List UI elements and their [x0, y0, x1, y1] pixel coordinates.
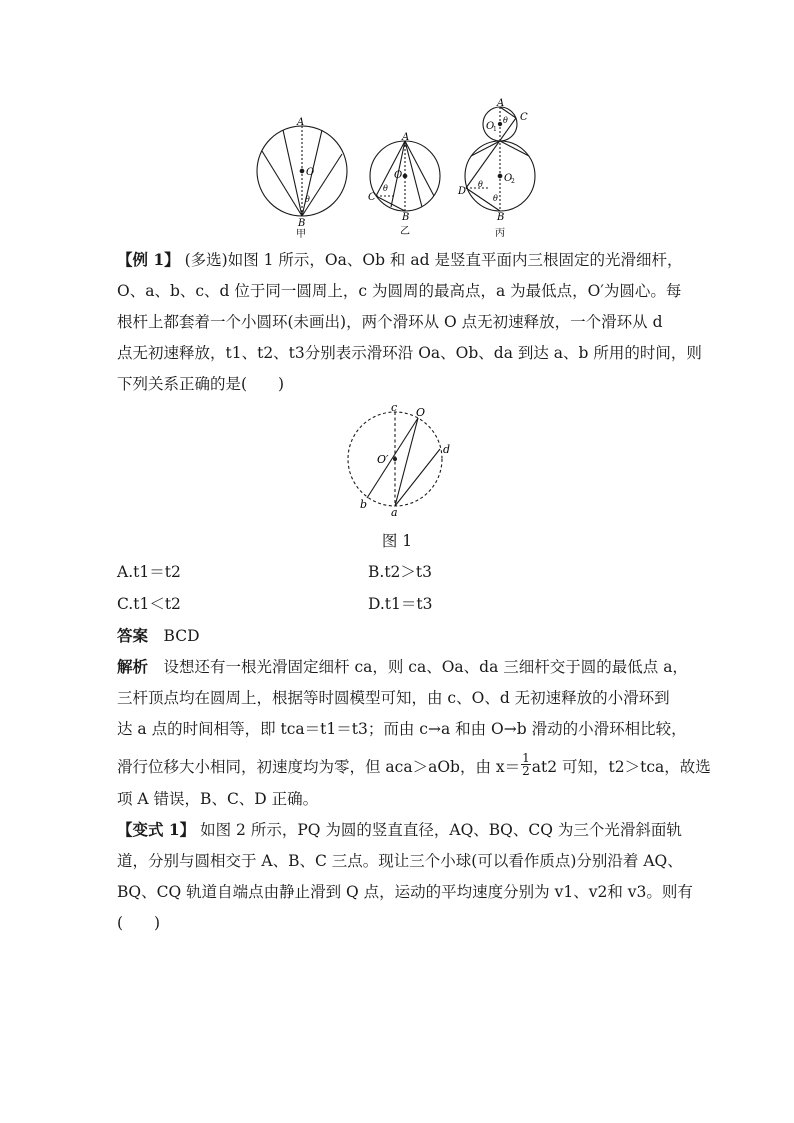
- example-line-3: 根杆上都套着一个小圆环(未画出)，两个滑环从 O 点无初速释放，一个滑环从 d: [117, 313, 663, 331]
- variant-line-4: ( ): [117, 914, 161, 932]
- label-yi-C: C: [368, 192, 376, 203]
- example-tag: 【例 1】: [117, 250, 180, 269]
- label-bing-O1: O: [486, 121, 495, 132]
- answer-value: BCD: [163, 627, 200, 645]
- label-yi-B: B: [402, 212, 410, 223]
- label-jia-O: O: [306, 167, 315, 178]
- chord-yi-AC: [376, 141, 405, 196]
- analysis-line-2: 三杆顶点均在圆周上，根据等时圆模型可知，由 c、O、d 无初速释放的小滑环到: [117, 689, 670, 707]
- figure1-label-Oprime: O′: [377, 453, 389, 466]
- figure1-label-c: c: [391, 401, 398, 414]
- analysis-label: 解析: [117, 657, 149, 676]
- label-jia-A: A: [297, 117, 305, 128]
- caption-yi: 乙: [400, 226, 410, 237]
- label-bing-theta-1: θ: [478, 180, 483, 189]
- label-yi-theta: θ: [383, 184, 388, 193]
- figure1-label-b: b: [360, 498, 368, 511]
- chord-yi-CB: [376, 196, 405, 211]
- answer-label: 答案: [117, 626, 149, 645]
- center-dot-bing-2: [498, 174, 502, 178]
- label-bing-D: D: [458, 186, 467, 197]
- variant-line-2: 道，分别与圆相交于 A、B、C 三点。现让三个小球(可以看作质点)分别沿着 AQ、: [117, 852, 683, 870]
- analysis-line-4: [117, 750, 711, 778]
- figure-1-diagram: [340, 401, 460, 519]
- label-bing-O2-sub: 2: [511, 178, 515, 185]
- example-line-4: 点无初速释放，t1、t2、t3分别表示滑环沿 Oa、Ob、da 到达 a、b 所用的时间，则: [117, 344, 702, 362]
- label-jia-B: B: [298, 218, 306, 229]
- option-D[interactable]: D.t1＝t3: [368, 595, 433, 613]
- example-text-1: (多选)如图 1 所示，Oa、Ob 和 ad 是竖直平面内三根固定的光滑细杆，: [179, 251, 683, 269]
- analysis-text-4a: 滑行位移大小相同，初速度均为零，但 aca＞aOb，由 x＝: [117, 758, 521, 776]
- label-bing-theta-top: θ: [503, 116, 508, 125]
- variant-text-1: 如图 2 所示，PQ 为圆的竖直直径，AQ、BQ、CQ 为三个光滑斜面轨: [195, 821, 682, 839]
- label-bing-theta-2: θ: [493, 194, 498, 203]
- option-C[interactable]: C.t1＜t2: [117, 595, 181, 613]
- analysis-line-1: [117, 657, 688, 677]
- chord-jia-1: [262, 151, 302, 216]
- figure1-rod-Oa: [395, 418, 418, 506]
- chord-jia-3: [302, 154, 342, 216]
- center-dot-yi: [403, 174, 407, 178]
- label-bing-C: C: [520, 112, 528, 123]
- option-A[interactable]: A.t1＝t2: [117, 563, 181, 581]
- figure1-label-a: a: [391, 506, 398, 519]
- label-jia-theta: θ: [305, 195, 310, 204]
- figure-1-caption: 图 1: [381, 532, 413, 550]
- analysis-line-3: 达 a 点的时间相等，即 tca＝t1＝t3；而由 c→a 和由 O→b 滑动的小滑环相比较，: [117, 720, 687, 738]
- diagram-jia: [257, 126, 347, 216]
- chord-bing-left-upper: [471, 141, 500, 156]
- analysis-line-5: 项 A 错误，B、C、D 正确。: [117, 790, 319, 808]
- diagram-yi: [370, 141, 440, 211]
- label-yi-A: A: [402, 132, 410, 143]
- label-bing-O2: O: [504, 173, 513, 184]
- answer-line: [117, 626, 200, 646]
- chord-yi-A3: [405, 141, 434, 196]
- fraction-one-half: [521, 752, 531, 777]
- figure1-label-O: O: [416, 406, 426, 419]
- variant-line-3: BQ、CQ 轨道自端点由静止滑到 Q 点，运动的平均速度分别为 v1、v2和 v3。则有: [117, 883, 693, 901]
- center-dot-jia: [300, 169, 304, 173]
- option-B[interactable]: B.t2＞t3: [368, 563, 432, 581]
- figure1-rod-da: [395, 449, 440, 506]
- example-line-2: O、a、b、c、d 位于同一圆周上，c 为圆周的最高点，a 为最低点，O′为圆心。每: [117, 282, 682, 300]
- analysis-text-4b: at2 可知，t2＞tca，故选: [531, 758, 711, 776]
- fraction-numerator: 1: [522, 750, 530, 765]
- variant-tag: 【变式 1】: [117, 820, 196, 839]
- chord-jia-2: [283, 130, 302, 216]
- label-yi-O: O: [394, 170, 403, 181]
- variant-line-1: [117, 820, 682, 840]
- chord-yi-A2: [405, 141, 422, 207]
- label-bing-O1-sub: 1: [493, 126, 497, 133]
- fraction-denominator: 2: [522, 763, 530, 778]
- figure1-label-d: d: [443, 443, 451, 456]
- analysis-text-1: 设想还有一根光滑固定细杆 ca，则 ca、Oa、da 三细杆交于圆的最低点 a，: [163, 658, 688, 676]
- label-bing-A: A: [497, 98, 505, 109]
- center-dot-bing-1: [498, 122, 501, 125]
- chord-bing-right-upper: [500, 141, 529, 156]
- example-line-5: 下列关系正确的是( ): [117, 375, 285, 393]
- figure-top-diagrams: [250, 96, 550, 241]
- caption-jia: 甲: [296, 229, 306, 240]
- label-bing-B: B: [497, 212, 505, 223]
- figure1-center-dot: [393, 457, 397, 461]
- example-line-1: [117, 250, 682, 270]
- caption-bing: 丙: [495, 228, 505, 239]
